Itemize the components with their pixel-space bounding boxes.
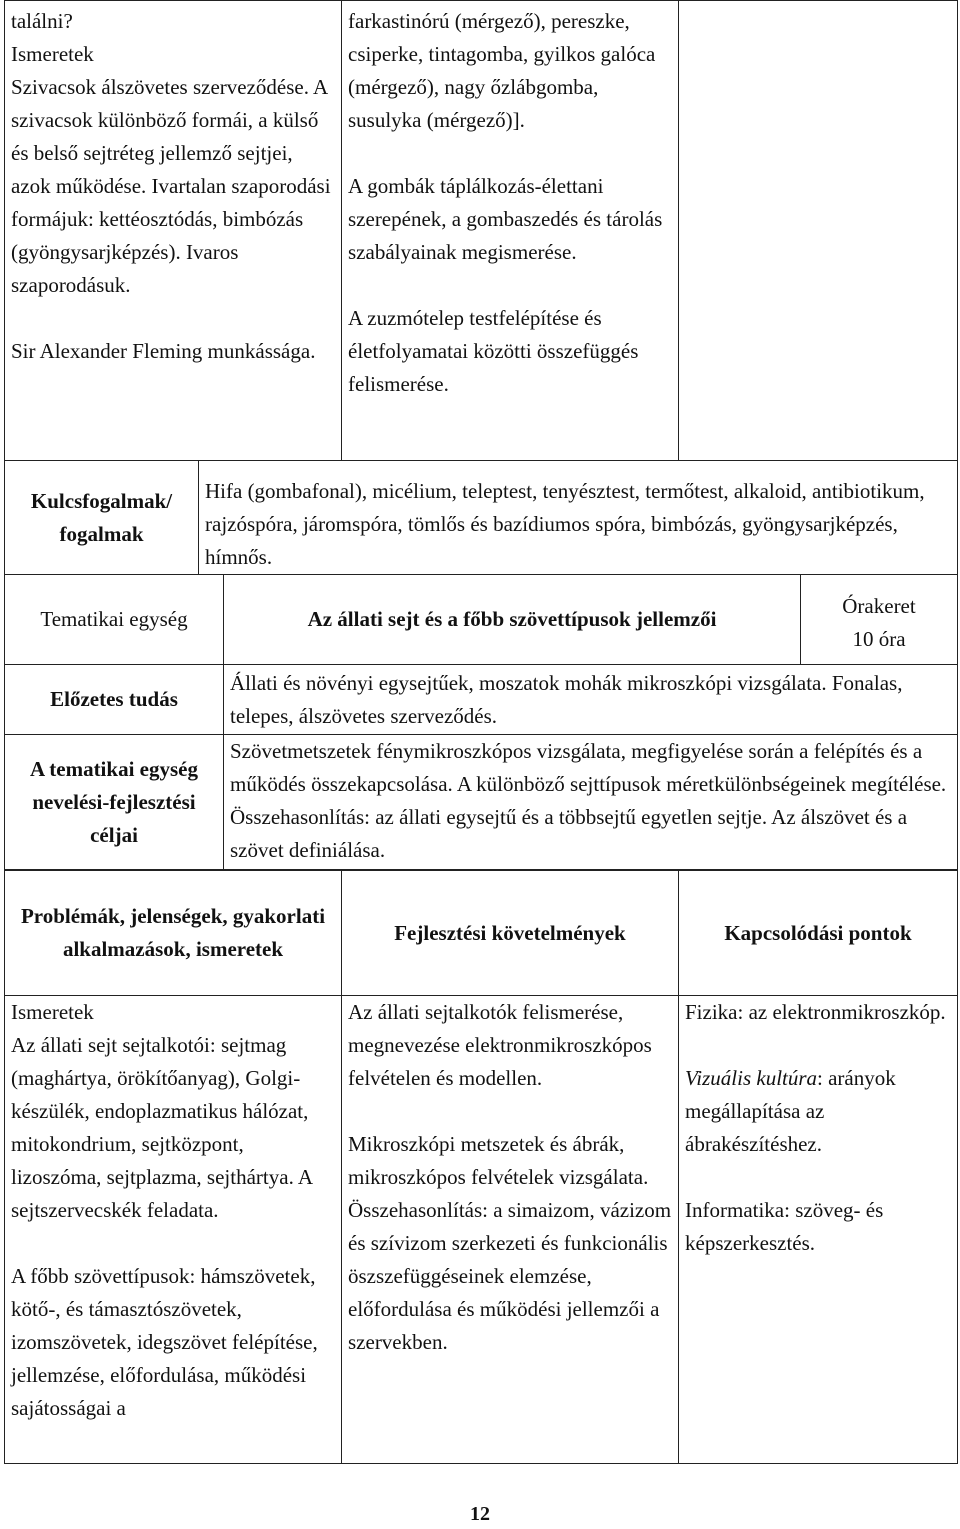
column-header-connections: Kapcsolódási pontok — [679, 871, 958, 996]
left-text-4: Sir Alexander Fleming munkássága. — [11, 339, 316, 363]
left-text-2: Ismeretek — [11, 42, 94, 66]
unit-title: Az állati sejt és a főbb szövettípusok jellemzői — [224, 575, 801, 665]
connections-cell — [679, 996, 958, 1464]
goals-label: A tematikai egység nevelési-fejlesztési céljai — [5, 735, 224, 870]
hours-label: Órakeret — [842, 593, 916, 618]
goals-text: Szövetmetszetek fénymikroszkópos vizsgálata, megfigyelése során a felépítés és a működés összekapcsolása. A különböző sejttípusok méretkülönbségeinek megítélése. Összehasonlítás: az állati egysejtű és a többsejtű egyetlen sejtje. Az álszövet és a szövet definiálása. — [224, 735, 958, 870]
unit-label: Tematikai egység — [5, 575, 224, 665]
middle-text-2: A gombák táplálkozás-élettani szerepének, a gombaszedés és tárolás szabályainak megismerése. — [348, 174, 663, 264]
page-number: 12 — [470, 1503, 490, 1525]
connections-italic-subject: Vizuális kultúra — [685, 1066, 818, 1090]
connections-text-3: Informatika: szöveg- és képszerkesztés. — [685, 1198, 884, 1255]
requirements-cell — [342, 996, 679, 1464]
middle-text-1: farkastinórú (mérgező), pereszke, csiperke, tintagomba, gyilkos galóca (mérgező), nagy őzlábgomba, susulyka (mérgező)]. — [348, 9, 656, 132]
connections-text-2-rest: : arányok megállapítása az ábrakészítéshez. — [685, 1066, 896, 1156]
connections-text-2 — [685, 1062, 951, 1161]
connections-text-1: Fizika: az elektronmikroszkóp. — [685, 1000, 946, 1024]
keywords-label: Kulcsfogalmak/ fogalmak — [5, 461, 199, 575]
continuation-middle-cell — [342, 1, 679, 461]
requirements-text-2: Mikroszkópi metszetek és ábrák, mikroszkópos felvételek vizsgálata. Összehasonlítás: a simaizom, vázizom és szívizom szerkezeti és funkcionális öszszefüggéseinek elemzése, előfordulása és működési jellemzői a szervekben. — [348, 1132, 672, 1354]
middle-text-3: A zuzmótelep testfelépítése és életfolyamatai közötti összefüggés felismerése. — [348, 306, 639, 396]
continuation-table — [4, 0, 958, 461]
problems-text-1: Ismeretek — [11, 1000, 94, 1024]
hours-box — [801, 575, 958, 665]
left-text-1: találni? — [11, 9, 73, 33]
prior-text: Állati és növényi egysejtűek, moszatok mohák mikroszkópi vizsgálata. Fonalas, telepes, álszövetes szerveződés. — [224, 665, 958, 735]
unit-table — [4, 574, 958, 665]
goals-table — [4, 664, 958, 870]
problems-text-2: Az állati sejt sejtalkotói: sejtmag (maghártya, örökítőanyag), Golgi-készülék, endoplazmatikus hálózat, mitokondrium, sejtközpont, lizoszóma, sejtplazma, sejthártya. A sejtszervecskék feladata. — [11, 1033, 312, 1222]
column-header-problems: Problémák, jelenségek, gyakorlati alkalmazások, ismeretek — [5, 871, 342, 996]
continuation-left-cell — [5, 1, 342, 461]
hours-value: 10 óra — [852, 626, 906, 651]
prior-label: Előzetes tudás — [5, 665, 224, 735]
continuation-right-cell — [679, 1, 958, 461]
content-table — [4, 870, 958, 1464]
requirements-text-1: Az állati sejtalkotók felismerése, megnevezése elektronmikroszkópos felvételen és modellen. — [348, 1000, 652, 1090]
column-header-requirements: Fejlesztési követelmények — [342, 871, 679, 996]
left-text-3: Szivacsok álszövetes szerveződése. A szivacsok különböző formái, a külső és belső sejtréteg jellemző sejtjei, azok működése. Ivartalan szaporodási formájuk: kettéosztódás, bimbózás (gyöngysarjképzés). Ivaros szaporodásuk. — [11, 75, 331, 297]
problems-text-3: A főbb szövettípusok: hámszövetek, kötő-, és támasztószövetek, izomszövetek, idegszövet felépítése, jellemzése, előfordulása, működési sajátosságai a — [11, 1264, 318, 1420]
keywords-text: Hifa (gombafonal), micélium, teleptest, tenyésztest, termőtest, alkaloid, antibiotikum, rajzóspóra, járomspóra, tömlős és bazídiumos spóra, bimbózás, gyöngysarjképzés, hímnős. — [199, 461, 958, 575]
keywords-table — [4, 460, 958, 575]
problems-cell — [5, 996, 342, 1464]
